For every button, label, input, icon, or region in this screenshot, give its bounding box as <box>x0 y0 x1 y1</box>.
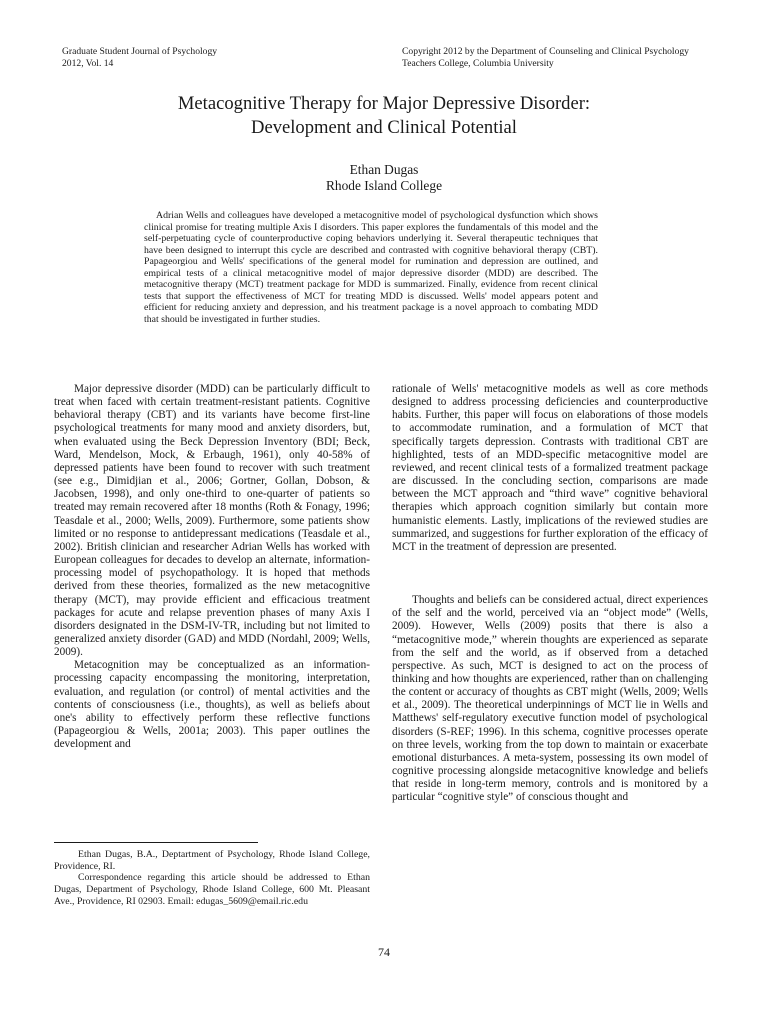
page-number: 74 <box>378 945 390 959</box>
footnote-divider <box>54 842 258 843</box>
left-column <box>54 383 370 751</box>
author-footnote <box>54 849 370 908</box>
journal-header <box>62 46 217 69</box>
body-paragraph: Thoughts and beliefs can be considered actual, direct experiences of the self and the world, perceived via an “object mode” (Wells, 2009). However, Wells (2009) posits that there is also a “metacognitive mode,” wherein thoughts are experienced as separate from the self and the world, as if observed from a detached perspective. As such, MCT is designed to act on the process of thinking and how thoughts are experienced, rather than on challenging the content or accuracy of thoughts as CBT might (Wells, 2009; Wells et al., 2009). The theoretical underpinnings of MCT lie in Wells and Matthews' self-regulatory executive function model of psychological disorders (S-REF; 1996). In this schema, cognitive processes operate on three levels, working from the top down to maintain or exacerbate emotional disturbances. A meta-system, possessing its own model of cognitive processing alongside metacognitive knowledge and beliefs that reside in long-term memory, controls and is monitored by a particular “cognitive style” of conscious thought and <box>392 594 708 804</box>
body-paragraph: Major depressive disorder (MDD) can be particularly difficult to treat when faced with certain treatment-resistant patients. Cognitive behavioral therapy (CBT) and its variants have become first-line psychological treatments for many mood and anxiety disorders, but, when evaluated using the Beck Depression Inventory (BDI; Beck, Ward, Mendelson, Mock, & Erbaugh, 1961), only 40-58% of depressed patients have been found to recover with such treatment (see e.g., Dimidjian et al., 2006; Gortner, Gollan, Dobson, & Jacobsen, 1998), and only one-third to one-quarter of patients so treated may remain recovered after 18 months (Roth & Fonagy, 1996; Teasdale et al., 2000; Wells, 2009). Furthermore, some patients show limited or no response to antidepressant medications (Teasdale et al., 2002). British clinician and researcher Adrian Wells has worked with European colleagues for decades to develop an alternate, information-processing model of psychopathology. It is hoped that methods derived from these theories, formalized as the new metacognitive therapy (MCT), may provide efficient and efficacious treatment packages for acute and relapse prevention phases of many Axis I disorders designated in the DSM-IV-TR, including but not limited to generalized anxiety disorder (GAD) and MDD (Nordahl, 2009; Wells, 2009). <box>54 383 370 659</box>
body-paragraph: Metacognition may be conceptualized as an information-processing capacity encompassing the monitoring, interpretation, evaluation, and regulation (or control) of mental activities and the contents of consciousness (i.e., thoughts), as well as beliefs about one's ability to effectively perform these reflective functions (Papageorgiou & Wells, 2001a; 2003). This paper outlines the development and <box>54 659 370 751</box>
section-gap <box>392 554 708 594</box>
right-column <box>392 383 708 805</box>
title-line-1: Metacognitive Therapy for Major Depressive Disorder: <box>177 93 591 114</box>
copyright-header <box>402 46 689 69</box>
abstract: Adrian Wells and colleagues have developed a metacognitive model of psychological dysfunction which shows clinical promise for treating multiple Axis I disorders. This paper explores the fundamentals of this model and the self-perpetuating cycle of counterproductive coping behaviors underlying it. Several therapeutic techniques that have been designed to interrupt this cycle are described and contrasted with cognitive behavioral therapy (CBT). Papageorgiou and Wells' specifications of the general model for rumination and depression are outlined, and empirical tests of a clinical metacognitive model of major depressive disorder (MDD) are described. The metacognitive therapy (MCT) treatment package for MDD is summarized. Finally, evidence from recent clinical tests that support the effectiveness of MCT for treating MDD is discussed. Wells' model appears potent and efficient for reducing anxiety and depression, and his treatment package is a novel approach to combating MDD that should be investigated in further studies. <box>144 210 598 325</box>
journal-volume: 2012, Vol. 14 <box>62 57 114 69</box>
footnote-affiliation: Ethan Dugas, B.A., Deptartment of Psychology, Rhode Island College, Providence, RI. <box>54 849 370 872</box>
body-paragraph: rationale of Wells' metacognitive models as well as core methods designed to address processing deficiencies and counterproductive habits. Further, this paper will focus on elaborations of those models to accommodate rumination, and a formulation of MCT that specifically targets depression. Contrasts with traditional CBT are highlighted, tests of an MDD-specific metacognitive model are reviewed, and recent clinical tests of a formalized treatment package are discussed. In the concluding section, comparisons are made between the MCT approach and “third wave” cognitive behavioral therapies which approach cognition similarly but contain more humanistic elements. Lastly, implications of the reviewed studies are summarized, and suggestions for further exploration of the efficacy of MCT in the treatment of depression are presented. <box>392 383 708 553</box>
title-line-2: Development and Clinical Potential <box>251 117 517 138</box>
author-affiliation: Rhode Island College <box>325 178 443 193</box>
copyright-line: Copyright 2012 by the Department of Counseling and Clinical Psychology <box>402 46 689 57</box>
author-name: Ethan Dugas <box>349 162 419 177</box>
institution-line: Teachers College, Columbia University <box>402 57 554 69</box>
article-title <box>0 92 768 140</box>
footnote-correspondence: Correspondence regarding this article should be addressed to Ethan Dugas, Department of Psychology, Rhode Island College, 600 Mt. Pleasant Ave., Providence, RI 02903. Email: edugas_5609@email.ric.edu <box>54 872 370 907</box>
journal-name: Graduate Student Journal of Psychology <box>62 46 218 57</box>
